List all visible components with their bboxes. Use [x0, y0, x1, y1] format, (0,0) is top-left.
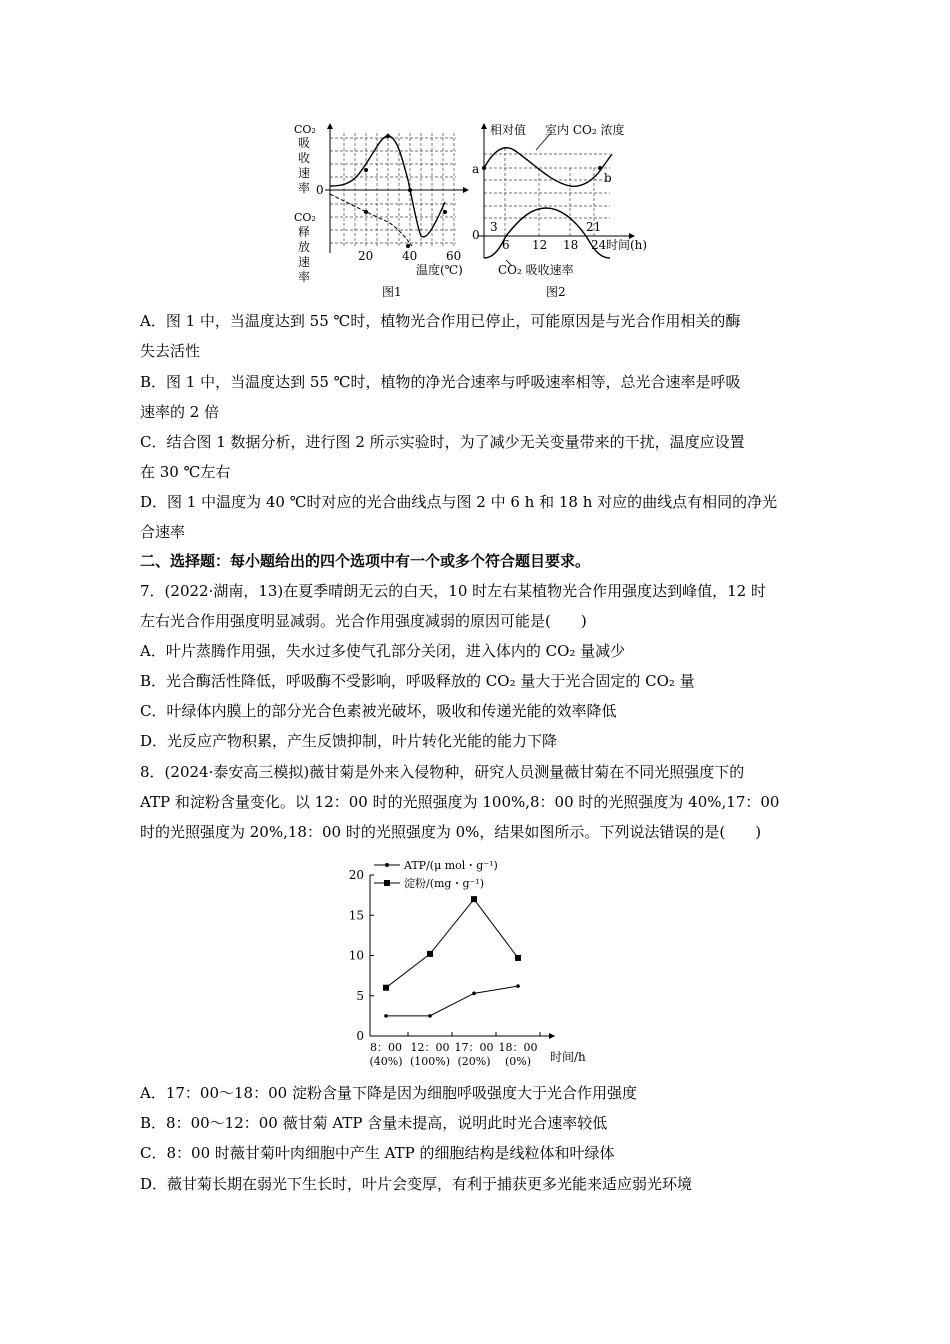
fig2-point-a: a — [472, 162, 480, 176]
chart-marks — [383, 896, 521, 1018]
fig1-y-bottom-char: 速 — [298, 255, 311, 269]
x-tick-sublabel: (0%) — [504, 1055, 532, 1068]
starch-series-line — [386, 899, 518, 988]
y-tick-label: 20 — [348, 868, 364, 882]
fig1 — [294, 123, 466, 299]
q6-option-b-line2: 速率的 2 倍 — [140, 403, 220, 421]
q6-option-c-line2: 在 30 ℃左右 — [140, 463, 231, 481]
fig1-y-top-char: 率 — [298, 181, 311, 195]
fig1-title: 图1 — [382, 285, 402, 299]
legend-atp-label: ATP/(μ mol・g⁻¹) — [404, 859, 498, 872]
fig2-title: 图2 — [546, 285, 566, 299]
y-tick-label: 15 — [348, 908, 364, 923]
fig2-bottom-curve-label: CO₂ 吸收速率 — [498, 263, 574, 277]
fig1-y-top-char: 吸 — [298, 136, 311, 150]
atp-point — [384, 1014, 388, 1018]
fig1-y-bottom-label: CO₂ — [294, 211, 316, 224]
q6-option-c-line1: C．结合图 1 数据分析，进行图 2 所示实验时，为了减少无关变量带来的干扰，温度应设置 — [140, 433, 745, 451]
starch-point — [427, 951, 433, 957]
q8-stem-line1: 8．(2024·泰安高三模拟)薇甘菊是外来入侵物种，研究人员测量薇甘菊在不同光照强度下的 — [140, 763, 745, 781]
fig2 — [472, 122, 647, 299]
fig1-y-top-char: 收 — [298, 151, 311, 165]
q7-option-c: C．叶绿体内膜上的部分光合色素被光破坏，吸收和传递光能的效率降低 — [140, 702, 617, 720]
fig1-x-tick: 40 — [402, 249, 418, 263]
y-tick-label: 10 — [348, 948, 364, 963]
q6-option-b-line1: B．图 1 中，当温度达到 55 ℃时，植物的净光合速率与呼吸速率相等，总光合速率是呼吸 — [140, 373, 741, 391]
q8-option-c: C．8：00 时薇甘菊叶肉细胞中产生 ATP 的细胞结构是线粒体和叶绿体 — [140, 1144, 615, 1162]
fig1-y-bottom-char: 释 — [298, 225, 311, 239]
x-tick-sublabel: (40%) — [369, 1055, 403, 1068]
fig2-point-b: b — [604, 171, 612, 185]
q8-chart — [330, 850, 620, 1075]
figure-pair — [280, 118, 670, 303]
chart-axes — [349, 868, 586, 1068]
atp-series-line — [386, 986, 518, 1016]
fig2-tick-top: 21 — [586, 220, 602, 234]
x-tick-sublabel: (20%) — [457, 1055, 491, 1068]
fig2-y-label: 相对值 — [490, 123, 527, 137]
q8-stem-line2: ATP 和淀粉含量变化。以 12：00 时的光照强度为 100%,8：00 时的光照强度为 40%,17：00 — [140, 793, 780, 811]
x-tick-label: 12：00 — [410, 1041, 450, 1054]
q7-stem-line1: 7．(2022·湖南，13)在夏季晴朗无云的白天，10 时左右某植物光合作用强度达到峰值，12 时 — [140, 582, 766, 600]
atp-point — [472, 992, 476, 996]
starch-point — [383, 985, 389, 991]
q8-option-a: A．17：00～18：00 淀粉含量下降是因为细胞呼吸强度大于光合作用强度 — [140, 1084, 637, 1102]
fig1-zero: 0 — [316, 183, 324, 197]
q8-option-b: B．8：00～12：00 薇甘菊 ATP 含量未提高，说明此时光合速率较低 — [140, 1114, 608, 1132]
x-tick-sublabel: (100%) — [409, 1055, 451, 1068]
fig2-tick-bottom: 18 — [563, 238, 579, 252]
y-tick-label: 0 — [356, 1029, 364, 1043]
x-axis-label: 时间/h — [550, 1050, 586, 1064]
atp-point — [428, 1014, 432, 1018]
q6-option-a-line1: A．图 1 中，当温度达到 55 ℃时，植物光合作用已停止，可能原因是与光合作用相关的酶 — [140, 312, 741, 330]
fig1-y-top-char: 速 — [298, 166, 311, 180]
q6-option-d-line2: 合速率 — [140, 523, 186, 541]
fig2-x-label: 时间(h) — [606, 238, 648, 252]
fig1-x-label: 温度(℃) — [416, 263, 463, 277]
legend-starch-label: 淀粉/(mg・g⁻¹) — [404, 877, 485, 890]
fig1-y-bottom-char: 放 — [298, 240, 311, 254]
fig2-zero: 0 — [472, 228, 480, 242]
fig1-x-tick: 20 — [358, 249, 374, 263]
x-tick-label: 17：00 — [454, 1041, 494, 1054]
fig1-y-bottom-char: 率 — [298, 270, 311, 284]
q7-option-a: A．叶片蒸腾作用强，失水过多使气孔部分关闭，进入体内的 CO₂ 量减少 — [140, 642, 626, 660]
fig2-tick-bottom: 6 — [502, 238, 510, 252]
fig2-tick-top: 3 — [490, 220, 498, 234]
q6-option-a-line2: 失去活性 — [140, 342, 201, 360]
fig2-tick-bottom: 12 — [532, 238, 548, 252]
q7-option-b: B．光合酶活性降低，呼吸酶不受影响，呼吸释放的 CO₂ 量大于光合固定的 CO₂ 量 — [140, 672, 695, 690]
starch-point — [471, 896, 477, 902]
fig1-x-tick: 60 — [446, 249, 462, 263]
q8-stem-line3: 时的光照强度为 20%,18：00 时的光照强度为 0%，结果如图所示。下列说法错误的是( ) — [140, 823, 762, 841]
x-axis-arrow — [549, 1033, 555, 1039]
y-tick-label: 5 — [356, 988, 364, 1003]
atp-point — [516, 984, 520, 988]
section2-heading: 二、选择题：每小题给出的四个选项中有一个或多个符合题目要求。 — [140, 552, 591, 570]
q7-stem-line2: 左右光合作用强度明显减弱。光合作用强度减弱的原因可能是( ) — [140, 612, 587, 630]
fig1-y-top-label: CO₂ — [294, 123, 316, 136]
q6-option-d-line1: D．图 1 中温度为 40 ℃时对应的光合曲线点与图 2 中 6 h 和 18 h 对应的曲线点有相同的净光 — [140, 493, 778, 511]
q8-option-d: D．薇甘菊长期在弱光下生长时，叶片会变厚，有利于捕获更多光能来适应弱光环境 — [140, 1175, 693, 1193]
x-tick-label: 18：00 — [498, 1041, 538, 1054]
starch-point — [515, 955, 521, 961]
chart-legend — [374, 859, 498, 890]
q7-option-d: D．光反应产物积累，产生反馈抑制，叶片转化光能的能力下降 — [140, 732, 558, 750]
x-tick-label: 8：00 — [370, 1041, 402, 1054]
fig2-curve-label: 室内 CO₂ 浓度 — [545, 123, 625, 137]
fig2-tick-bottom: 24 — [591, 238, 607, 252]
